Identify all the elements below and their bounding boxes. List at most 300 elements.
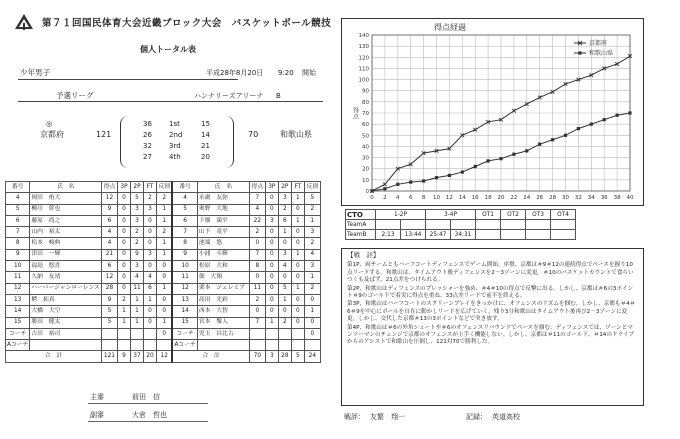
home-stat-p2: 2 [130, 227, 143, 238]
table-row [6, 328, 321, 339]
col-header: 3P [117, 182, 130, 193]
home-stat-pts [101, 328, 117, 339]
away-stat-p3: 0 [265, 227, 278, 238]
col-header: 番号 [6, 182, 30, 193]
data-point-away [474, 165, 477, 168]
away-player-number: 11 [172, 272, 197, 283]
away-total-pts: 70 [249, 351, 265, 362]
home-stat-p2: 4 [130, 272, 143, 283]
home-stat-p3: 0 [117, 204, 130, 215]
away-stat-ft [291, 340, 304, 351]
col-header: 氏 名 [30, 182, 102, 193]
y-tick-label: 20 [362, 166, 369, 173]
away-team-name: 和歌山県 [280, 130, 312, 139]
divider [88, 421, 208, 422]
divider [88, 403, 208, 404]
cto-table [345, 209, 576, 240]
x-tick-label: 16 [471, 195, 479, 201]
legend-marker [578, 51, 581, 54]
umpire-name: 大倉 哲也 [132, 411, 167, 419]
q3-label: 3rd [169, 142, 181, 150]
home-stat-f: 1 [156, 249, 172, 260]
home-stat-f: 1 [156, 283, 172, 294]
umpire-label: 副審 [90, 411, 104, 419]
data-point-away [383, 187, 386, 190]
away-player-name: 松原 大和 [197, 261, 249, 272]
home-stat-f: 1 [156, 204, 172, 215]
divider [18, 79, 238, 80]
data-point-away [409, 180, 412, 183]
data-point-away [590, 123, 593, 126]
home-player-number: 10 [6, 261, 30, 272]
commentary-paragraph: 第4P、和歌山は＃6の外角シュートや＃6のオフェンスリバウンドでペースを掴む。ディフェンスでは、ゾーンとマンツーマンのチェンジで京都のオフェンスが上手く機能しない。しかし、京都は＃11のゴール下、＃14のドライブからのアシストで和歌山を圧倒し、121対70で勝利した。 [347, 324, 634, 346]
table-row [6, 306, 321, 317]
col-header: FT [143, 182, 156, 193]
totals-row [6, 351, 321, 362]
away-stat-p2: 6 [278, 215, 291, 226]
y-tick-label: 90 [362, 88, 369, 95]
home-stat-f [156, 340, 172, 351]
cto-cell [501, 220, 526, 230]
home-stat-pts: 4 [101, 238, 117, 249]
q4-away: 20 [201, 153, 210, 161]
data-point-away [461, 170, 464, 173]
away-stat-pts: 0 [249, 306, 265, 317]
home-stat-pts: 4 [101, 227, 117, 238]
x-tick-label: 22 [510, 195, 518, 201]
data-point-away [370, 189, 373, 192]
away-stat-pts: 2 [249, 294, 265, 305]
away-player-number: 13 [172, 294, 197, 305]
q1-away: 15 [201, 120, 210, 128]
away-player-name: 宮本 黎人 [197, 317, 249, 328]
col-header: 得点 [249, 182, 265, 193]
home-total-score: 121 [96, 130, 112, 139]
away-stat-f: 0 [304, 328, 320, 339]
col-header: 氏 名 [197, 182, 249, 193]
home-stat-pts: 12 [101, 193, 117, 204]
home-stat-ft: 6 [143, 283, 156, 294]
commentary-box [341, 248, 644, 406]
table-row [6, 272, 321, 283]
home-stat-ft: 0 [143, 261, 156, 272]
home-stat-f: 0 [156, 294, 172, 305]
home-player-number: コーチ [6, 328, 30, 339]
away-stat-ft: 0 [291, 317, 304, 328]
away-stat-p2: 0 [278, 238, 291, 249]
home-player-number: 11 [6, 272, 30, 283]
home-stat-p3: 0 [117, 238, 130, 249]
table-row [6, 261, 321, 272]
y-tick-label: 30 [362, 155, 369, 162]
away-stat-pts: 4 [249, 204, 265, 215]
home-stat-pts: 21 [101, 249, 117, 260]
away-stat-pts: 7 [249, 317, 265, 328]
home-player-number: 5 [6, 204, 30, 215]
home-stat-f: 0 [156, 261, 172, 272]
page-title: 第７１回国民体育大会近畿ブロック大会 バスケットボール競技 [42, 18, 332, 29]
home-stat-f: 0 [156, 328, 172, 339]
home-stat-f: 0 [156, 272, 172, 283]
home-player-name: 福島 悠喜 [30, 261, 102, 272]
venue: ハンナリーズアリーナ [194, 92, 264, 100]
q2-away: 14 [201, 131, 210, 139]
game-date: 平成28年8月20日 [206, 69, 264, 77]
away-player-number: 8 [172, 238, 197, 249]
quarter-score-box [120, 116, 234, 168]
home-stat-ft: 0 [143, 306, 156, 317]
away-stat-pts: 7 [249, 249, 265, 260]
away-player-number: 4 [172, 193, 197, 204]
home-stat-p2: 1 [130, 294, 143, 305]
commentary-paragraph: 第3P、和歌山はハーフコートのスクリーンプレイをきっかけに、オフェンスのリズムを掴む。しかし、京都も＃4＃6＃9を中心にボールを自在に動かしリードを広げていく。残り3分和歌山はタイムアウト後再び2－3ゾーンに変更。しかし、交代した京都＃13の3ポイントなどで突き放す。 [347, 301, 636, 323]
writer-name: 友繁 翔一 [370, 413, 405, 421]
cto-header: 1-2P [376, 210, 426, 220]
away-stat-p3: 0 [265, 261, 278, 272]
home-stat-f: 2 [156, 193, 172, 204]
away-stat-f: 2 [304, 283, 320, 294]
home-stat-p2: 3 [130, 215, 143, 226]
home-player-name: 藤原 尚之 [30, 215, 102, 226]
q1-label: 1st [169, 120, 180, 128]
game-info [6, 62, 333, 106]
home-stat-pts: 9 [101, 204, 117, 215]
home-stat-p2: 1 [130, 317, 143, 328]
away-stat-f: 4 [304, 249, 320, 260]
home-stat-p3: 0 [117, 261, 130, 272]
cto-cell [551, 220, 576, 230]
chart-plot [342, 19, 643, 205]
away-stat-p2: 1 [278, 294, 291, 305]
away-stat-pts: 8 [249, 261, 265, 272]
x-tick-label: 14 [458, 195, 466, 201]
home-stat-p2: 3 [130, 204, 143, 215]
away-stat-p3 [265, 340, 278, 351]
col-header: 2P [130, 182, 143, 193]
cto-cell [526, 220, 551, 230]
col-header: 2P [278, 182, 291, 193]
score-progress-chart [341, 18, 644, 206]
recorder-label: 記録： [466, 413, 487, 421]
table-row [6, 227, 321, 238]
home-stat-p3: 0 [117, 215, 130, 226]
recorder-name: 英道高校 [492, 413, 520, 421]
x-tick-label: 36 [600, 195, 608, 201]
away-total-ft: 5 [291, 351, 304, 362]
y-tick-label: 120 [358, 55, 369, 62]
col-header: 得点 [101, 182, 117, 193]
away-stat-p2: 0 [278, 306, 291, 317]
y-tick-label: 80 [362, 99, 369, 106]
home-player-name: 津田 一輝 [30, 249, 102, 260]
home-total-ft: 20 [143, 351, 156, 362]
data-point-away [525, 149, 528, 152]
data-point-away [396, 183, 399, 186]
referee-label: 主審 [90, 393, 104, 401]
away-total-fouls: 24 [304, 351, 320, 362]
cto-cell: 13:44 [401, 230, 426, 240]
y-tick-label: 130 [358, 44, 369, 51]
home-stat-p2: 5 [130, 193, 143, 204]
away-player-name: 西本 大智 [197, 306, 249, 317]
cto-header: OT3 [526, 210, 551, 220]
home-player-number: 12 [6, 283, 30, 294]
y-tick-label: 70 [362, 111, 369, 117]
x-tick-label: 24 [523, 195, 531, 201]
away-stat-f: 1 [304, 272, 320, 283]
home-stat-p3: 0 [117, 193, 130, 204]
y-tick-label: 60 [362, 122, 369, 129]
home-stat-p2 [130, 328, 143, 339]
home-stat-ft [143, 340, 156, 351]
data-point-away [422, 179, 425, 182]
away-stat-p3: 0 [265, 249, 278, 260]
home-stat-ft: 3 [143, 249, 156, 260]
away-stat-p2: 3 [278, 193, 291, 204]
data-point-away [512, 153, 515, 156]
away-stat-pts: 0 [249, 272, 265, 283]
away-stat-p3: 0 [265, 283, 278, 294]
home-player-name: 勝田 健太 [30, 317, 102, 328]
cto-header: OT2 [501, 210, 526, 220]
away-player-number: 14 [172, 306, 197, 317]
legend-label: 京都府 [589, 40, 608, 47]
away-stat-ft: 1 [291, 283, 304, 294]
away-player-number: 5 [172, 204, 197, 215]
home-stat-p3: 2 [117, 294, 130, 305]
away-stat-p3: 0 [265, 306, 278, 317]
away-player-name: 奥野 大地 [197, 204, 249, 215]
category: 少年男子 [20, 68, 50, 77]
away-stat-p2: 2 [278, 317, 291, 328]
home-total-2p: 37 [130, 351, 143, 362]
y-tick-label: 0 [365, 189, 369, 195]
data-point-away [603, 118, 606, 121]
table-row [6, 193, 321, 204]
x-tick-label: 8 [421, 195, 426, 201]
home-stat-ft: 3 [143, 204, 156, 215]
away-stat-ft: 0 [291, 294, 304, 305]
away-stat-pts [249, 340, 265, 351]
home-total-pts: 121 [101, 351, 117, 362]
data-point-away [435, 176, 438, 179]
x-tick-label: 32 [574, 195, 582, 201]
away-stat-f: 2 [304, 204, 320, 215]
away-total-2p: 28 [278, 351, 291, 362]
x-tick-label: 40 [626, 195, 634, 201]
totals-label: 合 計 [6, 351, 102, 362]
home-player-name [30, 340, 102, 351]
away-stat-p3: 3 [265, 215, 278, 226]
away-stat-p3: 0 [265, 204, 278, 215]
away-stat-p3 [265, 328, 278, 339]
away-total-3p: 3 [265, 351, 278, 362]
away-stat-f: 3 [304, 261, 320, 272]
cto-header: OT1 [476, 210, 501, 220]
data-point-away [499, 157, 502, 160]
home-stat-p3: 0 [117, 249, 130, 260]
cto-header-row [346, 210, 576, 220]
y-tick-label: 140 [358, 33, 369, 39]
commentary-paragraph: 第2P、和歌山はディフェンスのプレッシャーを強め、＃4＃10の得点で反撃に出る。しかし、京都は＃6の3ポイント＃9のゴール下で着実に得点を重ね、33点差リードで前半を終える。 [347, 285, 634, 300]
x-tick-label: 30 [562, 195, 569, 201]
away-stat-p2: 4 [278, 261, 291, 272]
y-tick-label: 110 [358, 66, 369, 73]
chart-title: 得点経過 [434, 23, 466, 32]
away-stat-f: 0 [304, 317, 320, 328]
col-header: FT [291, 182, 304, 193]
x-tick-label: 20 [497, 195, 505, 201]
away-player-name: 児玉 昌比古 [197, 328, 249, 339]
league: 予選リーグ [56, 91, 94, 100]
away-player-number: 7 [172, 227, 197, 238]
home-stat-p3: 0 [117, 272, 130, 283]
away-player-name: 池端 悠 [197, 238, 249, 249]
home-stat-p2 [130, 340, 143, 351]
time-label: 開始 [302, 69, 316, 77]
home-stat-p3: 0 [117, 227, 130, 238]
court: B [276, 92, 281, 100]
table-row [6, 249, 321, 260]
home-stat-pts: 9 [101, 294, 117, 305]
home-stat-p2: 2 [130, 238, 143, 249]
home-player-number: 6 [6, 215, 30, 226]
x-tick-label: 12 [445, 195, 453, 201]
away-stat-f: 2 [304, 238, 320, 249]
away-stat-f: 3 [304, 227, 320, 238]
home-stat-p3: 1 [117, 317, 130, 328]
col-header: 反則 [156, 182, 172, 193]
away-stat-p2: 5 [278, 283, 291, 294]
cto-cell: 25:47 [426, 230, 451, 240]
home-stat-p3: 1 [117, 306, 130, 317]
home-player-name: 久納 友靖 [30, 272, 102, 283]
away-player-name: 下畑 満平 [197, 215, 249, 226]
home-stat-p2: 1 [130, 306, 143, 317]
away-stat-ft: 1 [291, 215, 304, 226]
home-stat-p2: 11 [130, 283, 143, 294]
table-row [6, 238, 321, 249]
y-tick-label: 40 [362, 144, 369, 151]
home-total-fouls: 12 [156, 351, 172, 362]
data-point-away [577, 127, 580, 130]
cto-row-team-a [346, 220, 576, 230]
home-player-number: 7 [6, 227, 30, 238]
away-stat-f: 1 [304, 215, 320, 226]
q2-label: 2nd [169, 131, 183, 139]
page-subtitle: 個人トータル表 [140, 45, 196, 54]
cto-cell [526, 230, 551, 240]
table-row [6, 340, 321, 351]
away-player-number: 6 [172, 215, 197, 226]
data-point-away [448, 174, 451, 177]
data-point-away [616, 114, 619, 117]
away-stat-ft: 0 [291, 204, 304, 215]
away-player-name: 栗本 ジェレミア [197, 283, 249, 294]
divider [18, 101, 323, 102]
away-total-score: 70 [248, 130, 259, 139]
away-stat-p3: 0 [265, 272, 278, 283]
home-stat-ft: 4 [143, 272, 156, 283]
q2-home: 26 [143, 131, 152, 139]
home-stat-ft: 0 [143, 238, 156, 249]
q3-home: 32 [143, 142, 152, 150]
home-stat-pts: 6 [101, 215, 117, 226]
away-stat-p2 [278, 328, 291, 339]
away-stat-p3: 1 [265, 317, 278, 328]
away-stat-ft: 1 [291, 249, 304, 260]
q1-home: 36 [143, 120, 152, 128]
home-player-name: 大橋 大空 [30, 306, 102, 317]
away-stat-p2: 1 [278, 227, 291, 238]
cto-cell [476, 220, 501, 230]
table-row [6, 283, 321, 294]
home-stat-pts: 28 [101, 283, 117, 294]
home-stat-p3: 0 [117, 283, 130, 294]
legend-label: 和歌山県 [589, 50, 614, 57]
home-player-number: 13 [6, 294, 30, 305]
home-mark: ◎ [46, 120, 53, 128]
q4-home: 27 [143, 153, 152, 161]
table-row [6, 204, 321, 215]
game-time: 9:20 [278, 69, 294, 77]
home-player-number: 9 [6, 249, 30, 260]
home-stat-ft: 0 [143, 215, 156, 226]
table-row [6, 317, 321, 328]
y-axis-label: 得点 [351, 107, 359, 119]
x-tick-label: 18 [484, 195, 492, 201]
home-player-name: 吉田 裕司 [30, 328, 102, 339]
cto-cell: 34:31 [451, 230, 476, 240]
y-tick-label: 10 [362, 177, 369, 184]
x-tick-label: 34 [587, 195, 595, 201]
data-point-away [538, 143, 541, 146]
home-stat-ft: 0 [143, 317, 156, 328]
home-stat-f: 2 [156, 227, 172, 238]
logo-icon [14, 13, 34, 31]
x-tick-label: 0 [370, 195, 374, 201]
x-tick-label: 28 [549, 195, 557, 201]
away-stat-f: 0 [304, 294, 320, 305]
away-stat-pts: 2 [249, 227, 265, 238]
away-stat-p3: 0 [265, 193, 278, 204]
away-stat-ft [291, 328, 304, 339]
home-player-number: 15 [6, 317, 30, 328]
cto-cell [501, 230, 526, 240]
home-stat-p2: 9 [130, 249, 143, 260]
x-tick-label: 2 [383, 195, 387, 201]
totals-label: 合 計 [172, 351, 249, 362]
home-stat-f: 0 [156, 306, 172, 317]
q3-away: 21 [201, 142, 210, 150]
data-point-away [487, 159, 490, 162]
away-stat-f [304, 340, 320, 351]
x-tick-label: 26 [536, 195, 544, 201]
col-header: 反則 [304, 182, 320, 193]
cto-team: TeamA [346, 220, 376, 230]
cto-row-team-b [346, 230, 576, 240]
x-tick-label: 38 [613, 195, 621, 201]
cto-cell [401, 220, 426, 230]
away-player-name: 高田 光彩 [197, 294, 249, 305]
home-player-name: 柳川 幹也 [30, 204, 102, 215]
home-stat-pts [101, 340, 117, 351]
away-stat-pts: 0 [249, 238, 265, 249]
x-tick-label: 10 [433, 195, 440, 201]
cto-cell [551, 230, 576, 240]
cto-cell [426, 220, 451, 230]
away-stat-pts [249, 328, 265, 339]
